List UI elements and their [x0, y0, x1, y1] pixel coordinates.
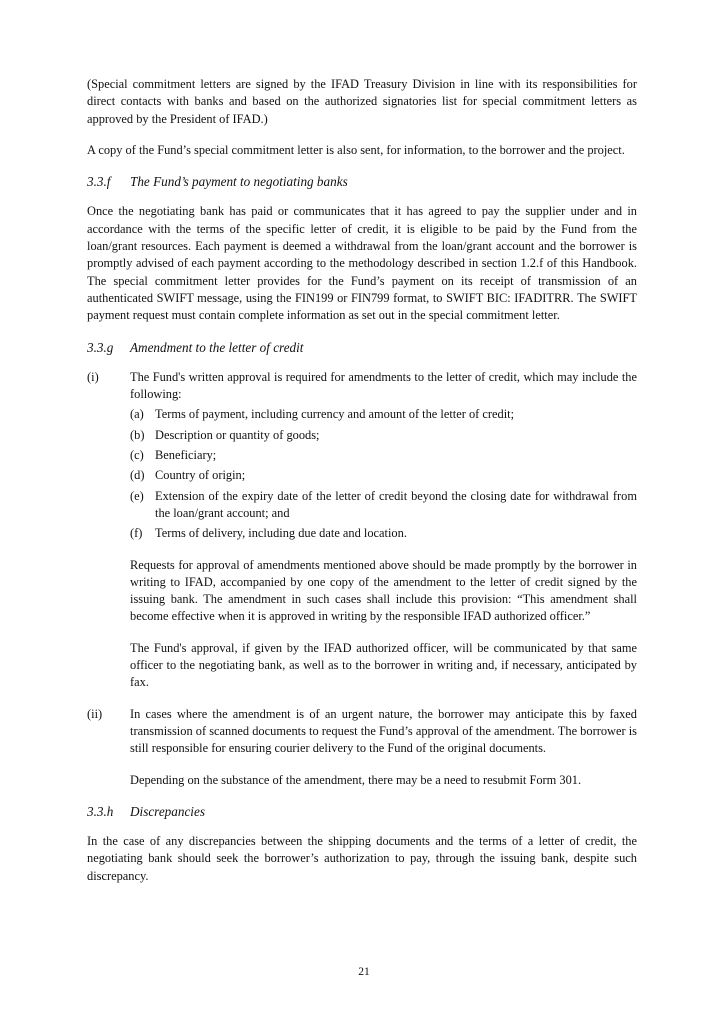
sub-item-label: (c)	[130, 448, 144, 463]
sub-item-text: Extension of the expiry date of the letter of credit beyond the closing date for withdrawal from the loan/grant account; and	[155, 488, 637, 520]
intro-paragraph-signatories: (Special commitment letters are signed by the IFAD Treasury Division in line with its responsibilities for direct contacts with banks and based on the authorized signatories list for special commitment letters as approved by the President of IFAD.)	[87, 77, 637, 126]
section-heading-3-3-f	[87, 173, 637, 190]
section-heading-3-3-h	[87, 803, 637, 820]
list-item-ii	[87, 706, 637, 758]
sub-item-text: Country of origin;	[155, 468, 246, 483]
section-title: Amendment to the letter of credit	[130, 339, 304, 355]
sub-item-label: (d)	[130, 468, 145, 483]
item-label: (ii)	[87, 706, 103, 721]
section-number: 3.3.f	[87, 174, 111, 190]
section-heading-3-3-g	[87, 339, 637, 356]
sub-item-d	[130, 467, 637, 484]
item-text: The Fund's written approval is required for amendments to the letter of credit, which may include the following:	[130, 369, 637, 402]
sub-item-label: (b)	[130, 427, 145, 442]
page-number: 21	[358, 966, 370, 978]
sub-item-label: (f)	[130, 526, 143, 541]
sub-item-text: Description or quantity of goods;	[155, 427, 320, 442]
section-title: Discrepancies	[130, 803, 205, 819]
section-number: 3.3.h	[87, 803, 114, 819]
discrepancies-paragraph: In the case of any discrepancies between the shipping documents and the terms of a letter of credit, the negotiating bank should seek the borrower’s authorization to pay, through the issuing bank, despite such discrepancy.	[87, 834, 637, 883]
sub-item-b	[130, 427, 637, 444]
requests-paragraph: Requests for approval of amendments mentioned above should be made promptly by the borrower in writing to IFAD, accompanied by one copy of the amendment to the letter of credit signed by the issuing bank. The amendment in such cases shall include this provision: “This amendment shall become effective when it is approved in writing by the responsible IFAD authorized officer.”	[130, 557, 637, 624]
sub-item-label: (a)	[130, 407, 144, 422]
list-item-i	[87, 369, 637, 404]
sub-item-text: Terms of delivery, including due date and location.	[155, 526, 407, 541]
sub-item-label: (e)	[130, 488, 144, 503]
sub-item-a	[130, 406, 637, 423]
document-page	[87, 76, 637, 899]
payment-paragraph: Once the negotiating bank has paid or communicates that it has agreed to pay the supplier under and in accordance with the terms of the specific letter of credit, it is eligible to be paid by the Fund from the loan/grant resources. Each payment is deemed a withdrawal from the loan/grant account and the borrower is promptly advised of each payment according to the methodology described in section 1.2.f of this Handbook. The special commitment letter provides for the Fund’s payment on its receipt of transmission of an authenticated SWIFT message, using the FIN199 or FIN799 format, to SWIFT BIC: IFADITRR. The SWIFT payment request must contain complete information as set out in the special commitment letter.	[87, 204, 637, 323]
item-text: In cases where the amendment is of an urgent nature, the borrower may anticipate this by faxed transmission of scanned documents to request the Fund’s approval of the amendment. The borrower is still responsible for ensuring courier delivery to the Fund of the original documents.	[130, 706, 637, 756]
sub-item-e	[130, 488, 637, 523]
section-title: The Fund’s payment to negotiating banks	[130, 174, 348, 190]
approval-paragraph: The Fund's approval, if given by the IFAD authorized officer, will be communicated by that same officer to the negotiating bank, as well as to the borrower in writing and, if necessary, anticipated by fax.	[130, 640, 637, 690]
section-number: 3.3.g	[87, 339, 114, 355]
sub-item-text: Terms of payment, including currency and amount of the letter of credit;	[155, 407, 515, 422]
sub-item-f	[130, 525, 637, 542]
intro-paragraph-copy: A copy of the Fund’s special commitment letter is also sent, for information, to the borrower and the project.	[87, 142, 625, 157]
sub-item-text: Beneficiary;	[155, 448, 217, 463]
resubmit-paragraph: Depending on the substance of the amendment, there may be a need to resubmit Form 301.	[130, 772, 582, 787]
sub-item-c	[130, 447, 637, 464]
item-label: (i)	[87, 369, 99, 384]
